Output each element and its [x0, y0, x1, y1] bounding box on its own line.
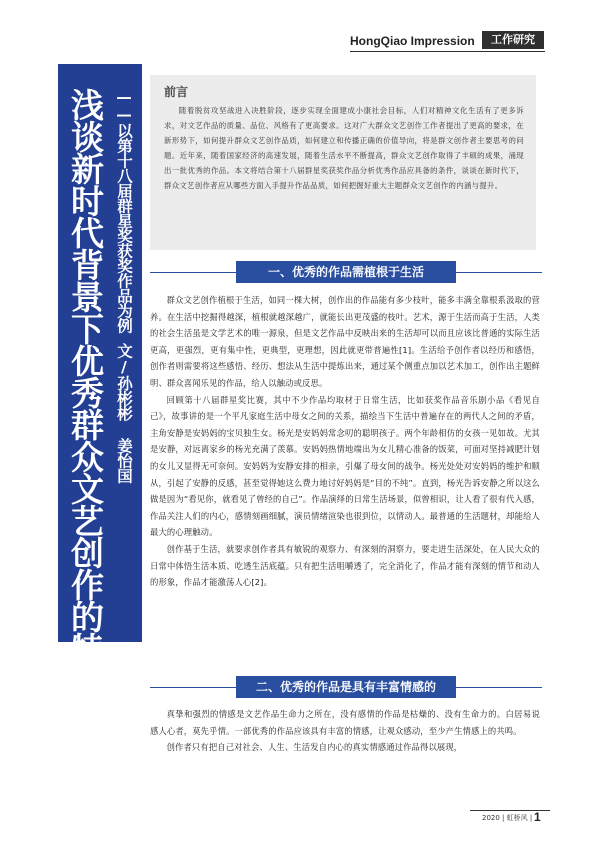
- preface-box: [150, 75, 536, 250]
- section-1-body: [150, 292, 540, 591]
- section-2-paragraph-1: 真挚和强烈的情感是文艺作品生命力之所在，没有感情的作品是枯燥的、没有生命力的。白居易说 感人心者，莫先乎情。一部优秀的作品应该具有丰富的情感，让观众感动，至少产生情感上的共鸣。: [150, 709, 540, 736]
- title-subtitle-block: [110, 88, 136, 483]
- page-number: 1: [534, 810, 541, 824]
- section-1-paragraph-2: 回顾第十八届群星奖比赛，其中不少作品均取材于日常生活，比如获奖作品音乐剧小品《看见自己》，故事讲的是一个平凡家庭生活中母女之间的关系，描绘当下生活中普遍存在的两代人之间的矛盾，主角安静是安妈妈的宝贝独生女。杨光是安妈妈常念叨的聪明孩子。两个年龄相仿的女孩一见如故。尤其是安静，对远离家乡的杨光充满了羡慕。安妈妈热情地端出为女儿精心准备的饭菜，可面对坚持减肥计划的女儿又显得无可奈何。安妈妈为安静安排的相亲，引爆了母女间的战争。杨光处处对安妈妈的维护和顺从，引起了安静的反感，甚至觉得她这么费力地讨好妈妈是“目的不纯”。直到，杨光告诉安静之所以这么做是因为“看见你，就看见了曾经的自己”。作品演绎的日常生活场景，似曾相识，让人看了很有代入感，作品关注人们的内心，感情刻画细腻，演员情绪渲染也很到位，以情动人。最普通的生活题材，却能给人最大的心理触动。: [150, 394, 540, 538]
- section-2-heading-bar: [150, 676, 542, 698]
- preface-body: 随着脱贫攻坚战进入决胜阶段，逐步实现全面建成小康社会目标，人们对精神文化生活有了更多诉求，对文艺作品的质量、品位、风格有了更高要求。这对广大群众文艺创作工作者提出了更高的要求，在新形势下，如何提升群众文艺创作品质，如何建立和传播正确的价值导向，将是群文创作者主要思考的问题。近年来，随着国家经济的高速发展，随着生活水平不断提高，群众文艺创作取得了丰硕的成果，涌现出一批优秀的作品。本文将结合第十八届群星奖获奖作品分析优秀作品应具备的条件，谈谈在新时代下，群众文艺创作者应从哪些方面入手提升作品品质，如何把握好重大主题群众文艺创作的内涵与提升。: [164, 106, 524, 190]
- section-2-heading: 二、优秀的作品是具有丰富情感的: [236, 676, 456, 698]
- footer-issue: 2020 | 虹桥风 |: [482, 814, 533, 822]
- preface-heading: 前言: [164, 85, 189, 99]
- header-brand: HongQiao Impression: [350, 34, 475, 48]
- section-2-paragraph-2: 创作者只有把自己对社会、人生、生活发自内心的真实情感通过作品得以展现，: [166, 742, 463, 753]
- article-subtitle: ——以第十八届群星奖获奖作品为例: [115, 88, 133, 333]
- section-1-paragraph-1: 群众文艺创作植根于生活，如同一棵大树，创作出的作品能有多少枝叶，能多丰满全靠根系汲取的营养。在生活中挖掘得越深，植根就越深越广，就能长出更茂盛的枝叶。艺术，源于生活而高于生活，人类的社会生活虽是文学艺术的唯一源泉，但是文艺作品中反映出来的生活却可以而且应该比普通的实际生活更高，更强烈，更有集中性，更典型，更理想，因此就更带普遍性[1]。生活给予创作者以经历和感悟，创作者则需要将这些感悟、经历、想法从生活中提炼出来，通过某个侧重点加以艺术加工，创作出主题鲜明、群众喜闻乐见的作品，给人以触动或反思。: [150, 295, 540, 388]
- header-rule: [350, 51, 545, 52]
- section-1-heading-bar: [150, 261, 542, 283]
- section-1-heading: 一、优秀的作品需植根于生活: [236, 261, 456, 283]
- section-2-body: [150, 706, 540, 756]
- section-1-paragraph-3: 创作基于生活，就要求创作者具有敏锐的观察力、有深刻的洞察力，要走进生活深处，在人民大众的日常中体悟生活本质、吃透生活底蕴。只有把生活咀嚼透了，完全消化了，作品才能有深刻的情节和动人的形象，作品才能激荡人心[2]。: [150, 543, 540, 588]
- header-section-label: 工作研究: [482, 31, 544, 49]
- article-author: 文/孙彬彬 姜怡国: [115, 343, 133, 483]
- article-title: 浅谈新时代背景下优秀群众文艺创作的特点: [66, 88, 105, 696]
